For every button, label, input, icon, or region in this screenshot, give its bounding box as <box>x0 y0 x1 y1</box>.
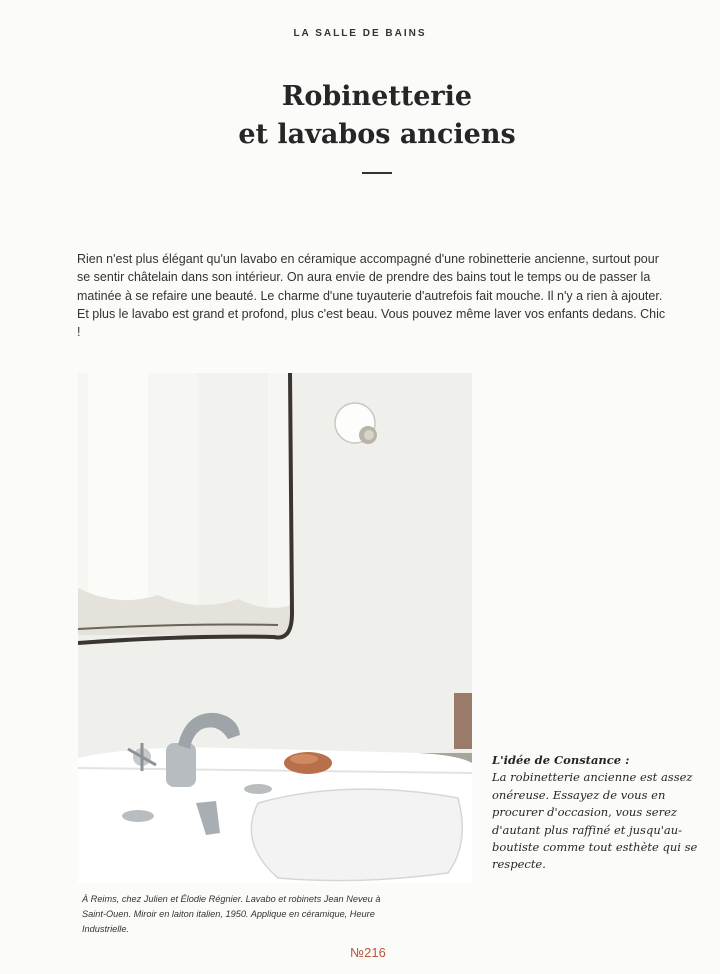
page-title <box>0 78 720 154</box>
tip-title: L'idée de Constance : <box>492 753 630 767</box>
intro-paragraph: Rien n'est plus élégant qu'un lavabo en céramique accompagné d'une robinetterie ancienne, surtout pour se sentir châtelain dans son intérieur. On aura envie de prendre des bains tout le temps ou de passer la matinée à se refaire une beauté. Le charme d'une tuyauterie d'autrefois fait mouche. Il n'y a rien à ajouter. Et plus le lavabo est grand et profond, plus c'est beau. Vous pouvez même laver vos enfants dedans. Chic ! <box>77 252 666 340</box>
tip-body: La robinetterie ancienne est assez onéreuse. Essayez de vous en procurer d'occasion, vous serez d'autant plus raffiné et jusqu'au-boutiste comme tout esthète qui se respecte. <box>492 770 698 872</box>
section-label: LA SALLE DE BAINS <box>293 28 427 39</box>
page-number: №216 <box>350 945 386 960</box>
title-divider <box>362 172 392 174</box>
page-title-line-2: et lavabos anciens <box>238 119 516 150</box>
page-title-line-1: Robinetterie <box>281 81 473 112</box>
bathroom-sink-photo <box>78 373 472 883</box>
photo-caption: À Reims, chez Julien et Élodie Régnier. Lavabo et robinets Jean Neveu à Saint-Ouen. Miroir en laiton italien, 1950. Applique en céramique, Heure Industrielle. <box>82 894 381 934</box>
tip-box <box>492 752 712 874</box>
